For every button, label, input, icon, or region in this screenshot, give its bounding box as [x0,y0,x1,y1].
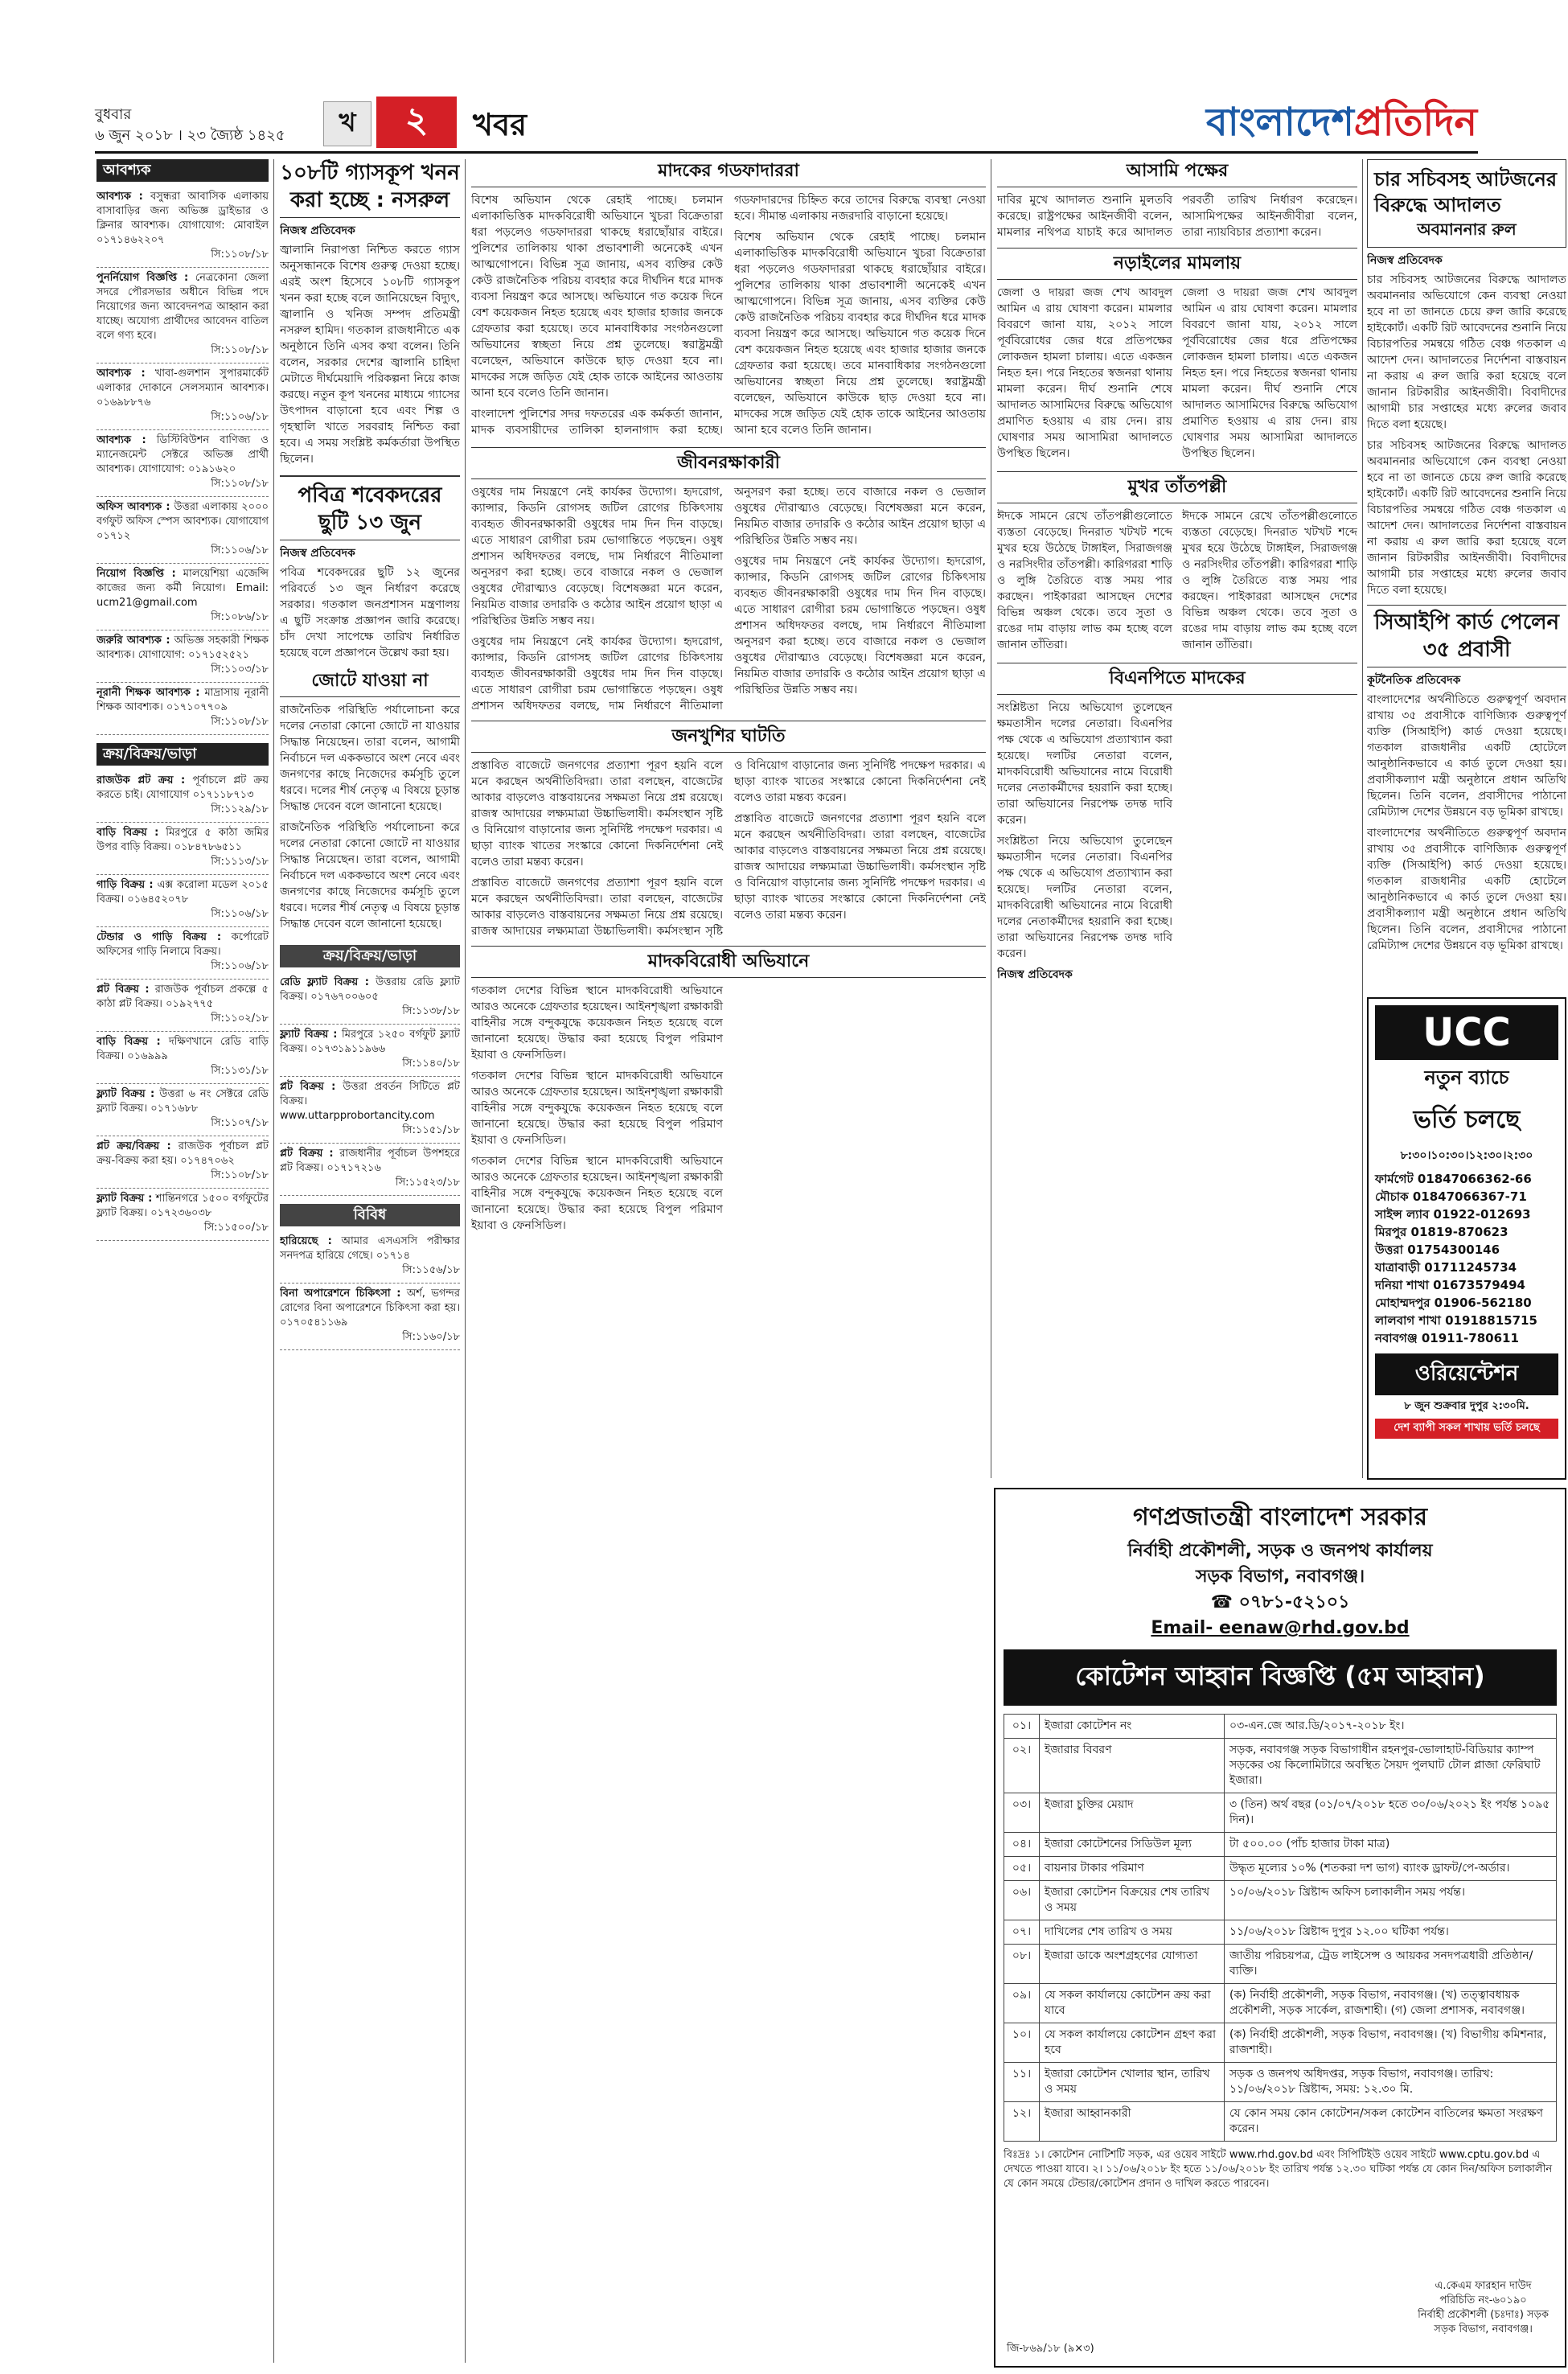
table-row [1004,1739,1557,1793]
classifieds-column [96,159,269,2363]
classified-ref: সি:১১০৩/১৮ [211,663,269,676]
story-body: জ্বালানি নিরাপত্তা নিশ্চিত করতে গ্যাস অনুসন্ধানকে বিশেষ গুরুত্ব দেওয়া হচ্ছে। এরই অংশ হিসেবে ১০৮টি গ্যাসকূপ খনন করা হচ্ছে বলে জানিয়েছেন বিদ্যুৎ, জ্বালানি ও খনিজ সম্পদ প্রতিমন্ত্রী নসরুল হামিদ। গতকাল রাজধানীতে এক অনুষ্ঠানে তিনি এসব কথা বলেন। তিনি বলেন, সরকার দেশের জ্বালানি চাহিদা মেটাতে দীর্ঘমেয়াদি পরিকল্পনা নিয়ে কাজ করছে। নতুন কূপ খননের মাধ্যমে গ্যাসের উৎপাদন বাড়ানো হবে এবং শিল্প ও গৃহস্থালি খাতে সরবরাহ নিশ্চিত করা হবে। এ সময় সংশ্লিষ্ট কর্মকর্তারা উপস্থিত ছিলেন। [280,244,460,466]
story-byline: নিজস্ব প্রতিবেদক [997,968,1073,981]
column-3 [471,159,986,2363]
table-cell: ০৩-এন.জে আর.ডি/২০১৭-২০১৮ ইং। [1225,1715,1557,1739]
section-title: খবর [473,107,527,142]
table-cell: ০৫। [1004,1857,1040,1881]
classified-heading: ক্রয়/বিক্রয়/ভাড়া [96,743,269,766]
story-body: দাবির মুখে আদালত শুনানি মুলতবি করেছে। রাষ্ট্রপক্ষের আইনজীবী বলেন, মামলার নথিপত্র যাচাই করে আদালত পরবর্তী তারিখ নির্ধারণ করেছেন। আসামিপক্ষের আইনজীবীরা বলেন, তারা ন্যায়বিচার প্রত্যাশা করেন। [997,194,1357,239]
classified-tag: প্লট বিক্রয় : [280,1148,334,1160]
classified-text: নেত্রকোনা জেলা সদরে পৌরসভার অধীনে বিভিন্ন পদে নিয়োগের জন্য আবেদনপত্র আহ্বান করা যাচ্ছে। অযোগ্য প্রার্থীদের আবেদন বাতিল বলে গণ্য হবে। [96,272,269,342]
ucc-logo: UCC [1375,1005,1558,1060]
government-tender-notice [994,1488,1566,2368]
story-headline: জনখুশির ঘাটতি [471,721,986,753]
page-number: ২ [376,97,457,148]
classified-tag: বাড়ি বিক্রয় : [96,827,159,839]
table-cell: ০৩। [1004,1793,1040,1833]
story-headline: জোটে যাওয়া না [280,669,460,697]
ucc-branch: দনিয়া শাখা 01673579494 [1375,1278,1525,1292]
classified-text: আমার এসএসসি পরীক্ষার সনদপত্র হারিয়ে গেছে। ০১৭১৪ [280,1235,460,1262]
classified-ad [96,187,269,268]
classified-ad [96,1032,269,1084]
classified-ad [96,268,269,363]
story-body: রাজনৈতিক পরিস্থিতি পর্যালোচনা করে দলের নেতারা কোনো জোটে না যাওয়ার সিদ্ধান্ত নিয়েছেন। তারা বলেন, আগামী নির্বাচনে দল এককভাবে অংশ নেবে এবং জনগণের কাছে নিজেদের কর্মসূচি তুলে ধরবে। দলের শীর্ষ নেতৃত্ব এ বিষয়ে চূড়ান্ত সিদ্ধান্ত দেবেন বলে জানানো হয়েছে। [280,821,460,930]
story-body: বিশেষ অভিযান থেকে রেহাই পাচ্ছে। চলমান এলাকাভিত্তিক মাদকবিরোধী অভিযানে খুচরা বিক্রেতারা ধরা পড়লেও গডফাদাররা থাকছে ধরাছোঁয়ার বাইরে। পুলিশের তালিকায় থাকা প্রভাবশালী অনেকেই এখন আত্মগোপনে। বিভিন্ন সূত্র জানায়, এসব ব্যক্তির কেউ কেউ রাজনৈতিক পরিচয় ব্যবহার করে দীর্ঘদিন ধরে মাদক ব্যবসা নিয়ন্ত্রণ করে আসছে। অভিযানে গত কয়েক দিনে বেশ কয়েকজন নিহত হয়েছে এবং হাজার হাজার জনকে গ্রেফতার করা হয়েছে। তবে মানবাধিকার সংগঠনগুলো অভিযানের স্বচ্ছতা নিয়ে প্রশ্ন তুলেছে। স্বরাষ্ট্রমন্ত্রী বলেছেন, অভিযানে কাউকে ছাড় দেওয়া হবে না। মাদকের সঙ্গে জড়িত যেই হোক তাকে আইনের আওতায় আনা হবে বলেও তিনি জানান। [471,194,723,400]
notice-reference: জি-৮৬৯/১৮ (৯×৩) [1007,2343,1094,2355]
story-body: ওষুধের দাম নিয়ন্ত্রণে নেই কার্যকর উদ্যোগ। হৃদরোগ, ক্যান্সার, কিডনি রোগসহ জটিল রোগের চিকিৎসায় ব্যবহৃত জীবনরক্ষাকারী ওষুধের দাম দিন দিন বাড়ছে। এতে সাধারণ রোগীরা চরম ভোগান্তিতে পড়ছেন। ওষুধ প্রশাসন অধিদফতর বলছে, দাম নির্ধারণে নীতিমালা অনুসরণ করা হচ্ছে। তবে বাজারে নকল ও ভেজাল ওষুধের দৌরাত্ম্যও বেড়েছে। বিশেষজ্ঞরা মনে করেন, নিয়মিত বাজার তদারকি ও কঠোর আইন প্রয়োগ ছাড়া এ পরিস্থিতির উন্নতি সম্ভব নয়। [734,555,986,696]
table-cell: ১১। [1004,2063,1040,2102]
classified-ref: সি:১১০৭/১৮ [211,1117,269,1129]
ucc-orientation-note: ৮ জুন শুক্রবার দুপুর ২:৩০মি. [1404,1400,1529,1412]
classified-ad [96,875,269,927]
notice-banner: কোটেশন আহ্বান বিজ্ঞপ্তি (৫ম আহ্বান) [1004,1649,1557,1706]
classified-tag: প্লট বিক্রয় : [96,984,150,996]
table-cell: ১২। [1004,2102,1040,2142]
story-headline: বিরুদ্ধে আদালত [1374,194,1501,216]
table-row [1004,1881,1557,1920]
story-body: গতকাল দেশের বিভিন্ন স্থানে মাদকবিরোধী অভিযানে আরও অনেকে গ্রেফতার হয়েছেন। আইনশৃঙ্খলা রক্ষাকারী বাহিনীর সঙ্গে বন্দুকযুদ্ধে কয়েকজন নিহত হয়েছে বলে জানানো হয়েছে। উদ্ধার করা হয়েছে বিপুল পরিমাণ ইয়াবা ও ফেনসিডিল। [471,1155,723,1232]
table-cell: ১০। [1004,2023,1040,2063]
story-body: প্রস্তাবিত বাজেটে জনগণের প্রত্যাশা পূরণ হয়নি বলে মনে করছেন অর্থনীতিবিদরা। তারা বলছেন, বাজেটের আকার বাড়লেও বাস্তবায়নের সক্ষমতা নিয়ে প্রশ্ন রয়েছে। রাজস্ব আদায়ের লক্ষ্যমাত্রা উচ্চাভিলাষী। কর্মসংস্থান সৃষ্টি ও বিনিয়োগ বাড়ানোর জন্য সুনির্দিষ্ট পদক্ষেপ দরকার। এ ছাড়া ব্যাংক খাতের সংস্কারে কোনো দিকনির্দেশনা নেই বলেও তারা মন্তব্য করেন। [471,759,986,938]
table-cell: ইজারা আহ্বানকারী [1040,2102,1225,2142]
classified-ref: সি:১১০৮/১৮ [211,1169,269,1181]
story-byline: নিজস্ব প্রতিবেদক [280,224,355,237]
classified-text: রাজউক পূর্বাচল প্লট ক্রয়-বিক্রয় করা হয়। ০১৭৪৭০৬২ [96,1140,269,1167]
table-row [1004,2102,1557,2142]
story-body: ওষুধের দাম নিয়ন্ত্রণে নেই কার্যকর উদ্যোগ। হৃদরোগ, ক্যান্সার, কিডনি রোগসহ জটিল রোগের চিকিৎসায় ব্যবহৃত জীবনরক্ষাকারী ওষুধের দাম দিন দিন বাড়ছে। এতে সাধারণ রোগীরা চরম ভোগান্তিতে পড়ছেন। ওষুধ প্রশাসন অধিদফতর বলছে, দাম নির্ধারণে নীতিমালা অনুসরণ করা হচ্ছে। তবে বাজারে নকল ও ভেজাল ওষুধের দৌরাত্ম্যও বেড়েছে। বিশেষজ্ঞরা মনে করেন, নিয়মিত বাজার তদারকি ও কঠোর আইন প্রয়োগ ছাড়া এ পরিস্থিতির উন্নতি সম্ভব নয়। [471,486,723,627]
classified-ad [96,430,269,497]
classified-heading: বিবিধ [280,1204,460,1226]
ucc-advertisement [1367,997,1566,1480]
table-cell: ০২। [1004,1739,1040,1793]
ucc-branch: মিরপুর 01819-870623 [1375,1225,1508,1239]
table-cell: ইজারা কোটেশন নং [1040,1715,1225,1739]
classified-ad [280,1284,460,1350]
classified-tag: বিনা অপারেশনে চিকিৎসা : [280,1288,401,1300]
classified-tag: নিয়োগ বিজ্ঞপ্তি : [96,568,176,580]
classified-ad [96,1189,269,1241]
classified-tag: আবশ্যক : [96,434,146,446]
column-divider [1362,159,1363,1478]
classified-ad [96,497,269,564]
classified-list [96,187,269,735]
ucc-admission: ভর্তি চলছে [1413,1106,1521,1134]
classified-tag: পুনর্নিয়োগ বিজ্ঞপ্তি : [96,272,189,284]
notice-division: সড়ক বিভাগ, নবাবগঞ্জ। [1195,1567,1365,1587]
classified-tag: টেন্ডার ও গাড়ি বিক্রয় : [96,931,222,943]
classified-tag: রাজউক প্লট ক্রয় : [96,774,186,787]
column-divider [273,159,274,2363]
classified-text: উত্তরা প্রবর্তন সিটিতে প্লট বিক্রয়। www.uttarpprobortancity.com [280,1081,460,1122]
classified-ref: সি:১১৫২৩/১৮ [395,1177,460,1189]
classified-tag: ফ্ল্যাট বিক্রয় : [280,1029,338,1041]
story-body: জেলা ও দায়রা জজ শেখ আবদুল আমিন এ রায় ঘোষণা করেন। মামলার বিবরণে জানা যায়, ২০১২ সালে পূর্ববিরোধের জের ধরে প্রতিপক্ষের লোকজন হামলা চালায়। এতে একজন নিহত হন। পরে নিহতের স্বজনরা থানায় মামলা করেন। দীর্ঘ শুনানি শেষে আদালত আসামিদের বিরুদ্ধে অভিযোগ প্রমাণিত হওয়ায় এ রায় দেন। রায় ঘোষণার সময় আসামিরা আদালতে উপস্থিত ছিলেন। [997,286,1172,460]
header-rule [95,151,1478,154]
classified-text: দক্ষিণখানে রেডি বাড়ি বিক্রয়। ০১৬৯৯৯ [96,1036,269,1062]
ucc-branch: মৌচাক 01847066367-71 [1375,1189,1527,1204]
table-row [1004,1984,1557,2023]
table-cell: ০১। [1004,1715,1040,1739]
table-cell: যে সকল কার্যালয়ে কোটেশন ক্রয় করা যাবে [1040,1984,1225,2023]
ucc-branch: যাত্রাবাড়ী 01711245734 [1375,1260,1517,1275]
classified-heading: আবশ্যক [96,159,269,182]
notice-footnote: বিঃদ্রঃ ১। কোটেশন নোটিশটি সড়ক, এর ওয়েব সাইটে www.rhd.gov.bd এবং সিপিটিইউ ওয়েব সাইটে www.cptu.gov.bd এ দেখতে পাওয়া যাবে। ২। ১১/০৬/২০১৮ ইং হতে ১১/০৬/২০১৮ ইং তারিখ পর্যন্ত ১২.৩০ ঘটিকা পর্যন্ত যে কোন দিন/অফিস চলাকালীন যে কোন সময়ে টেন্ডার/কোটেশন প্রদান ও দাখিল করতে পারবেন। [1004,2149,1553,2190]
classified-text: কর্পোরেট অফিসের গাড়ি নিলামে বিক্রয়। [96,931,269,958]
classified-text: শান্তিনগরে ১৫০০ বর্গফুটের ফ্ল্যাট বিক্রয়। ০১৭২৩৬০৩৮ [96,1193,269,1219]
column-2 [280,159,460,2363]
story-byline: কূটনৈতিক প্রতিবেদক [1367,674,1461,687]
classified-text: এক্স করোলা মডেল ২০১৫ বিক্রয়। ০১৬৪৫২০৭৮ [96,879,269,906]
table-cell: সড়ক ও জনপথ অধিদপ্তর, সড়ক বিভাগ, নবাবগঞ্জ। তারিখ: ১১/০৬/২০১৮ খ্রিষ্টাব্দ, সময়: ১২.৩০ মি. [1225,2063,1557,2102]
classified-text: অর্শ, ভগন্দর রোগের বিনা অপারেশনে চিকিৎসা করা হয়। ০১৭০৫৪১১৬৯ [280,1288,460,1329]
notice-phone: ☎ ০৭৮১-৫২১০১ [1210,1592,1350,1612]
column-divider [465,159,466,2363]
classified-tag: আবশ্যক : [96,368,146,380]
classified-ref: সি:১১৫০০/১৮ [203,1222,269,1234]
classified-ad [280,972,460,1025]
table-cell: ইজারা ডাকে অংশগ্রহণের যোগ্যতা [1040,1945,1225,1984]
classified-text: বসুন্ধরা আবাসিক এলাকায় বাসাবাড়ির জন্য অভিজ্ঞ ড্রাইভার ও ক্লিনার আবশ্যক। যোগাযোগ: মোবাইল ০১৭১৪৬২২০৭ [96,191,269,246]
table-row [1004,1945,1557,1984]
ucc-branch: নবাবগঞ্জ 01911-780611 [1375,1331,1519,1345]
classified-ad [280,1144,460,1196]
classified-ad [96,927,269,980]
ucc-branch: ফার্মগেট 01847066362-66 [1375,1172,1532,1186]
table-cell: টা ৫০০.০০ (পাঁচ হাজার টাকা মাত্র) [1225,1833,1557,1857]
notice-department: নির্বাহী প্রকৌশলী, সড়ক ও জনপথ কার্যালয় [1127,1541,1433,1561]
table-cell: ০৯। [1004,1984,1040,2023]
classified-tag: গাড়ি বিক্রয় : [96,879,154,891]
story-body: গতকাল দেশের বিভিন্ন স্থানে মাদকবিরোধী অভিযানে আরও অনেকে গ্রেফতার হয়েছেন। আইনশৃঙ্খলা রক্ষাকারী বাহিনীর সঙ্গে বন্দুকযুদ্ধে কয়েকজন নিহত হয়েছে বলে জানানো হয়েছে। উদ্ধার করা হয়েছে বিপুল পরিমাণ ইয়াবা ও ফেনসিডিল। [471,984,723,1062]
ucc-branch: লালবাগ শাখা 01918815715 [1375,1313,1537,1328]
classified-tag: বাড়ি বিক্রয় : [96,1036,161,1048]
classified-tag: ফ্ল্যাট বিক্রয় : [96,1088,155,1100]
table-cell: ইজারা কোটেশনের সিডিউল মূল্য [1040,1833,1225,1857]
notice-title: গণপ্রজাতন্ত্রী বাংলাদেশ সরকার [1133,1503,1427,1531]
story-headline: জীবনরক্ষাকারী [471,447,986,479]
table-cell: ইজারার বিবরণ [1040,1739,1225,1793]
classified-ad [280,1025,460,1077]
story-headline: ১০৮টি গ্যাসকূপ খনন করা হচ্ছে : নসরুল [280,159,460,218]
classified-text: মালয়েশিয়া এজেন্সি কাজের জন্য কর্মী নিয়োগ। Email: ucm21@gmail.com [96,568,269,609]
classified-ref: সি:১১৩১/১৮ [211,1065,269,1077]
table-cell: (ক) নির্বাহী প্রকৌশলী, সড়ক বিভাগ, নবাবগঞ্জ। (খ) তত্ত্বাবধায়ক প্রকৌশলী, সড়ক সার্কেল, রাজশাহী। (গ) জেলা প্রশাসক, নবাবগঞ্জ। [1225,1984,1557,2023]
issue-date: বুধবার ৬ জুন ২০১৮ । ২৩ জ্যৈষ্ঠ ১৪২৫ [95,106,285,144]
ucc-branch: উত্তরা 01754300146 [1375,1242,1500,1257]
classified-ref: সি:১১৬০/১৮ [402,1331,460,1343]
story-body: সংশ্লিষ্টতা নিয়ে অভিযোগ তুলেছেন ক্ষমতাসীন দলের নেতারা। বিএনপির পক্ষ থেকে এ অভিযোগ প্রত্যাখ্যান করা হয়েছে। দলটির নেতারা বলেন, মাদকবিরোধী অভিযানের নামে বিরোধী দলের নেতাকর্মীদের হয়রানি করা হচ্ছে। তারা অভিযানের নিরপেক্ষ তদন্ত দাবি করেন। [997,835,1172,960]
classified-ad [96,683,269,735]
table-cell: জাতীয় পরিচয়পত্র, ট্রেড লাইসেন্স ও আয়কর সনদপত্রধারী প্রতিষ্ঠান/ব্যক্তি। [1225,1945,1557,1984]
classified-text: রাজধানীর পূর্বাচল উপশহরে প্লট বিক্রয়। ০১৭১৭২১৬ [280,1148,460,1174]
story-headline: মাদকবিরোধী অভিযানে [471,946,986,978]
classified-ref: সি:১১০৮/১৮ [211,248,269,261]
classified-tag: অফিস আবশ্যক : [96,501,170,513]
classified-ad [280,1231,460,1284]
classified-text: রাজউক পূর্বাচল প্রকল্পে ৫ কাঠা প্লট বিক্রয়। ০১৯২৭৭৫ [96,984,269,1010]
classified-tag: জরুরি আবশ্যক : [96,635,170,647]
story-headline: আসামি পক্ষের [997,159,1357,187]
classified-ref: সি:১১০৮/১৮ [211,716,269,728]
table-cell: ১০/০৬/২০১৮ খ্রিষ্টাব্দ অফিস চলাকালীন সময় পর্যন্ত। [1225,1881,1557,1920]
classified-text: ডিস্টিবিউশন বাণিজ্য ও ম্যানেজমেন্ট সেক্টরে অভিজ্ঞ প্রার্থী আবশ্যক। যোগাযোগ: ০১৯১৬২০ [96,434,269,475]
classified-ref: সি:১১০৮/১৮ [211,478,269,490]
classified-ref: সি:১১১৩/১৮ [211,856,269,868]
classified-ref: সি:১১০৬/১৮ [211,411,269,423]
ucc-branch: মোহাম্মদপুর 01906-562180 [1375,1296,1532,1310]
notice-email[interactable]: Email- eenaw@rhd.gov.bd [1151,1618,1410,1638]
story-headline: বিএনপিতে মাদকের [997,663,1357,695]
classified-text: খাবা-গুলশান সুপারমার্কেট এলাকার দোকানে সেলসম্যান আবশ্যক। ০১৬৯৮৮৭৬ [96,368,269,409]
story-body: গতকাল দেশের বিভিন্ন স্থানে মাদকবিরোধী অভিযানে আরও অনেকে গ্রেফতার হয়েছেন। আইনশৃঙ্খলা রক্ষাকারী বাহিনীর সঙ্গে বন্দুকযুদ্ধে কয়েকজন নিহত হয়েছে বলে জানানো হয়েছে। উদ্ধার করা হয়েছে বিপুল পরিমাণ ইয়াবা ও ফেনসিডিল। [471,1070,723,1147]
classified-heading: ক্রয়/বিক্রয়/ভাড়া [280,945,460,967]
table-cell: ০৭। [1004,1920,1040,1945]
story-headline: সিআইপি কার্ড পেলেন ৩৫ প্রবাসী [1367,605,1566,667]
table-row [1004,2023,1557,2063]
classified-ref: সি:১১২৯/১৮ [211,803,269,815]
story-body: বাংলাদেশের অর্থনীতিতে গুরুত্বপূর্ণ অবদান রাখায় ৩৫ প্রবাসীকে বাণিজ্যিক গুরুত্বপূর্ণ ব্যক্তি (সিআইপি) কার্ড দেওয়া হয়েছে। গতকাল রাজধানীর একটি হোটেলে আনুষ্ঠানিকভাবে এ কার্ড তুলে দেওয়া হয়। প্রবাসীকল্যাণ মন্ত্রী অনুষ্ঠানে প্রধান অতিথি ছিলেন। তিনি বলেন, প্রবাসীদের পাঠানো রেমিট্যান্স দেশের উন্নয়নে বড় ভূমিকা রাখছে। [1367,827,1566,952]
table-cell: ৩ (তিন) অর্থ বছর (০১/০৭/২০১৮ হতে ৩০/০৬/২০২১ ইং পর্যন্ত ১০৯৫ দিন)। [1225,1793,1557,1833]
table-cell: ০৪। [1004,1833,1040,1857]
story-body: ঈদকে সামনে রেখে তাঁতপল্লীগুলোতে ব্যস্ততা বেড়েছে। দিনরাত খটখট শব্দে মুখর হয়ে উঠেছে টাঙ্গাইল, সিরাজগঞ্জ ও নরসিংদীর তাঁতপল্লী। কারিগররা শাড়ি ও লুঙ্গি তৈরিতে ব্যস্ত সময় পার করছেন। পাইকাররা আসছেন দেশের বিভিন্ন অঞ্চল থেকে। তবে সুতা ও রঙের দাম বাড়ায় লাভ কম হচ্ছে বলে জানান তাঁতিরা। [997,510,1172,651]
story-body: ঈদকে সামনে রেখে তাঁতপল্লীগুলোতে ব্যস্ততা বেড়েছে। দিনরাত খটখট শব্দে মুখর হয়ে উঠেছে টাঙ্গাইল, সিরাজগঞ্জ ও নরসিংদীর তাঁতপল্লী। কারিগররা শাড়ি ও লুঙ্গি তৈরিতে ব্যস্ত সময় পার করছেন। পাইকাররা আসছেন দেশের বিভিন্ন অঞ্চল থেকে। তবে সুতা ও রঙের দাম বাড়ায় লাভ কম হচ্ছে বলে জানান তাঁতিরা। [1182,510,1357,651]
table-cell: ইজারা কোটেশন বিক্রয়ের শেষ তারিখ ও সময় [1040,1881,1225,1920]
classified-ref: সি:১১৫১/১৮ [402,1124,460,1136]
classified-text: মিরপুরে ৫ কাঠা জমির উপর বাড়ি বিক্রয়। ০১৮৪৭৮৬৫১১ [96,827,269,853]
classified-ref: সি:১০৮৬/১৮ [211,611,269,623]
classified-text: পূর্বাচলে প্লট ক্রয় করতে চাই। যোগাযোগ ০১৭১১৮৭১৩ [96,774,269,801]
boxed-story [1367,159,1566,248]
table-cell: বায়নার টাকার পরিমাণ [1040,1857,1225,1881]
story-body: জেলা ও দায়রা জজ শেখ আবদুল আমিন এ রায় ঘোষণা করেন। মামলার বিবরণে জানা যায়, ২০১২ সালে পূর্ববিরোধের জের ধরে প্রতিপক্ষের লোকজন হামলা চালায়। এতে একজন নিহত হন। পরে নিহতের স্বজনরা থানায় মামলা করেন। দীর্ঘ শুনানি শেষে আদালত আসামিদের বিরুদ্ধে অভিযোগ প্রমাণিত হওয়ায় এ রায় দেন। রায় ঘোষণার সময় আসামিরা আদালতে উপস্থিত ছিলেন। [1182,286,1357,460]
table-cell: যে কোন সময় কোন কোটেশন/সকল কোটেশন বাতিলের ক্ষমতা সংরক্ষণ করেন। [1225,2102,1557,2142]
table-row [1004,1833,1557,1857]
classified-list [280,972,460,1196]
table-cell: (ক) নির্বাহী প্রকৌশলী, সড়ক বিভাগ, নবাবগঞ্জ। (খ) বিভাগীয় কমিশনার, রাজশাহী। [1225,2023,1557,2063]
section-logo: খ [323,101,371,146]
classified-text: উত্তরায় রেডি ফ্ল্যাট বিক্রয়। ০১৭৬৭০০৬০৫ [280,976,460,1003]
story-body: ওষুধের দাম নিয়ন্ত্রণে নেই কার্যকর উদ্যোগ। হৃদরোগ, ক্যান্সার, কিডনি রোগসহ জটিল রোগের চিকিৎসায় ব্যবহৃত জীবনরক্ষাকারী ওষুধের দাম দিন দিন বাড়ছে। এতে সাধারণ রোগীরা চরম ভোগান্তিতে পড়ছেন। ওষুধ প্রশাসন অধিদফতর বলছে, দাম নির্ধারণে নীতিমালা অনুসরণ করা হচ্ছে। তবে বাজারে নকল ও ভেজাল ওষুধের দৌরাত্ম্যও বেড়েছে। বিশেষজ্ঞরা মনে করেন, নিয়মিত বাজার তদারকি ও কঠোর আইন প্রয়োগ ছাড়া এ পরিস্থিতির উন্নতি সম্ভব নয়। [471,486,986,713]
classified-ad [96,980,269,1032]
page-header [0,0,1568,150]
classified-text: অভিজ্ঞ সহকারী শিক্ষক আবশ্যক। যোগাযোগ: ০১৭১৫২৫২১ [96,635,269,661]
classified-tag: নূরানী শিক্ষক আবশ্যক : [96,687,200,699]
classified-ad [96,564,269,630]
table-row [1004,1857,1557,1881]
classified-ad [96,823,269,875]
classified-ref: সি:১১৩৮/১৮ [402,1005,460,1017]
story-headline: পবিত্র শবেকদরের ছুটি ১৩ জুন [280,475,460,540]
classified-list [96,770,269,1241]
story-headline: নড়াইলের মামলায় [997,248,1357,280]
notice-signature: এ.কেএম ফারহান দাউদ পরিচিতি নং-৬০১৯০ নির্বাহী প্রকৌশলী (চঃদাঃ) সড়ক সড়ক বিভাগ, নবাবগঞ্জ। [1418,2280,1549,2335]
story-body: চার সচিবসহ আটজনের বিরুদ্ধে আদালত অবমাননার অভিযোগে কেন ব্যবস্থা নেওয়া হবে না তা জানতে চেয়ে রুল জারি করেছে হাইকোর্ট। একটি রিট আবেদনের শুনানি নিয়ে বিচারপতির সমন্বয়ে গঠিত বেঞ্চ গতকাল এ আদেশ দেন। আদালতের নির্দেশনা বাস্তবায়ন না করায় এ রুল জারি করা হয়েছে বলে জানান রিটকারীর আইনজীবী। বিবাদীদের আগামী চার সপ্তাহের মধ্যে রুলের জবাব দিতে বলা হয়েছে। [1367,439,1566,597]
column-5 [1367,159,1566,992]
story-body: সংশ্লিষ্টতা নিয়ে অভিযোগ তুলেছেন ক্ষমতাসীন দলের নেতারা। বিএনপির পক্ষ থেকে এ অভিযোগ প্রত্যাখ্যান করা হয়েছে। দলটির নেতারা বলেন, মাদকবিরোধী অভিযানের নামে বিরোধী দলের নেতাকর্মীদের হয়রানি করা হচ্ছে। তারা অভিযানের নিরপেক্ষ তদন্ত দাবি করেন। [997,701,1172,827]
classified-tag: আবশ্যক : [96,191,143,203]
classified-tag: ফ্ল্যাট বিক্রয় : [96,1193,153,1205]
ucc-branch-list [1375,1170,1558,1347]
table-cell: উদ্ধৃত মূল্যের ১০% (শতকরা দশ ভাগ) ব্যাংক ড্রাফট/পে-অর্ডার। [1225,1857,1557,1881]
table-cell: সড়ক, নবাবগঞ্জ সড়ক বিভাগাধীন রহনপুর-ভোলাহাট-বিডিয়ার ক্যাম্প সড়কের ৩য় কিলোমিটারে অবস্থিত সৈয়দ পুলঘাট টোল প্লাজা ফেরিঘাট ইজারা। [1225,1739,1557,1793]
classified-ref: সি:১১৫৬/১৮ [402,1264,460,1276]
classified-text: উত্তরা এলাকায় ২০০০ বর্গফুট অফিস স্পেস আবশ্যক। যোগাযোগ ০১৭১২ [96,501,269,542]
classified-text: মিরপুরে ১২৫০ বর্গফুট ফ্ল্যাট বিক্রয়। ০১৭৩১৯১১৯৬৬ [280,1029,460,1055]
tender-table [1004,1714,1557,2142]
classified-list [280,1231,460,1350]
table-cell: ইজারা কোটেশন খোলার স্থান, তারিখ ও সময় [1040,2063,1225,2102]
newspaper-logo: বাংলাদেশপ্রতিদিন [1206,100,1478,145]
classified-ad [280,1077,460,1144]
table-row [1004,2063,1557,2102]
story-byline: নিজস্ব প্রতিবেদক [1367,254,1443,267]
story-body: প্রস্তাবিত বাজেটে জনগণের প্রত্যাশা পূরণ হয়নি বলে মনে করছেন অর্থনীতিবিদরা। তারা বলছেন, বাজেটের আকার বাড়লেও বাস্তবায়নের সক্ষমতা নিয়ে প্রশ্ন রয়েছে। রাজস্ব আদায়ের লক্ষ্যমাত্রা উচ্চাভিলাষী। কর্মসংস্থান সৃষ্টি ও বিনিয়োগ বাড়ানোর জন্য সুনির্দিষ্ট পদক্ষেপ দরকার। এ ছাড়া ব্যাংক খাতের সংস্কারে কোনো দিকনির্দেশনা নেই বলেও তারা মন্তব্য করেন। [734,812,986,922]
classified-ad [96,630,269,683]
classified-ad [96,770,269,823]
classified-ref: সি:১১০৬/১৮ [211,908,269,920]
classified-ad [96,1084,269,1136]
ucc-footer: দেশ ব্যাপী সকল শাখায় ভর্তি চলছে [1375,1419,1558,1439]
table-cell: ইজারা চুক্তির মেয়াদ [1040,1793,1225,1833]
classified-tag: প্লট বিক্রয় : [280,1081,336,1093]
story-body: বিশেষ অভিযান থেকে রেহাই পাচ্ছে। চলমান এলাকাভিত্তিক মাদকবিরোধী অভিযানে খুচরা বিক্রেতারা ধরা পড়লেও গডফাদাররা থাকছে ধরাছোঁয়ার বাইরে। পুলিশের তালিকায় থাকা প্রভাবশালী অনেকেই এখন আত্মগোপনে। বিভিন্ন সূত্র জানায়, এসব ব্যক্তির কেউ কেউ রাজনৈতিক পরিচয় ব্যবহার করে দীর্ঘদিন ধরে মাদক ব্যবসা নিয়ন্ত্রণ করে আসছে। অভিযানে গত কয়েক দিনে বেশ কয়েকজন নিহত হয়েছে এবং হাজার হাজার জনকে গ্রেফতার করা হয়েছে। তবে মানবাধিকার সংগঠনগুলো অভিযানের স্বচ্ছতা নিয়ে প্রশ্ন তুলেছে। স্বরাষ্ট্রমন্ত্রী বলেছেন, অভিযানে কাউকে ছাড় দেওয়া হবে না। মাদকের সঙ্গে জড়িত যেই হোক তাকে আইনের আওতায় আনা হবে বলেও তিনি জানান। [734,231,986,437]
story-body: রাজনৈতিক পরিস্থিতি পর্যালোচনা করে দলের নেতারা কোনো জোটে না যাওয়ার সিদ্ধান্ত নিয়েছেন। তারা বলেন, আগামী নির্বাচনে দল এককভাবে অংশ নেবে এবং জনগণের কাছে নিজেদের কর্মসূচি তুলে ধরবে। দলের শীর্ষ নেতৃত্ব এ বিষয়ে চূড়ান্ত সিদ্ধান্ত দেবেন বলে জানানো হয়েছে। [280,704,460,813]
classified-ref: সি:১১০৬/১৮ [211,960,269,972]
classified-ref: সি:১১৪০/১৮ [402,1058,460,1070]
table-cell: ০৬। [1004,1881,1040,1920]
story-headline: চার সচিবসহ আটজনের [1374,168,1558,191]
story-body: বাংলাদেশের অর্থনীতিতে গুরুত্বপূর্ণ অবদান রাখায় ৩৫ প্রবাসীকে বাণিজ্যিক গুরুত্বপূর্ণ ব্যক্তি (সিআইপি) কার্ড দেওয়া হয়েছে। গতকাল রাজধানীর একটি হোটেলে আনুষ্ঠানিকভাবে এ কার্ড তুলে দেওয়া হয়। প্রবাসীকল্যাণ মন্ত্রী অনুষ্ঠানে প্রধান অতিথি ছিলেন। তিনি বলেন, প্রবাসীদের পাঠানো রেমিট্যান্স দেশের উন্নয়নে বড় ভূমিকা রাখছে। [1367,693,1566,819]
classified-text: মাদ্রাসায় নূরানী শিক্ষক আবশ্যক। ০১৭১০৭৭০৯ [96,687,269,713]
story-headline: মাদকের গডফাদাররা [471,159,986,187]
story-subheadline: অবমাননার রুল [1417,220,1517,239]
table-cell: দাখিলের শেষ তারিখ ও সময় [1040,1920,1225,1945]
classified-tag: হারিয়েছে : [280,1235,332,1247]
story-body: প্রস্তাবিত বাজেটে জনগণের প্রত্যাশা পূরণ হয়নি বলে মনে করছেন অর্থনীতিবিদরা। তারা বলছেন, বাজেটের আকার বাড়লেও বাস্তবায়নের সক্ষমতা নিয়ে প্রশ্ন রয়েছে। রাজস্ব আদায়ের লক্ষ্যমাত্রা উচ্চাভিলাষী। কর্মসংস্থান সৃষ্টি ও বিনিয়োগ বাড়ানোর জন্য সুনির্দিষ্ট পদক্ষেপ দরকার। এ ছাড়া ব্যাংক খাতের সংস্কারে কোনো দিকনির্দেশনা নেই বলেও তারা মন্তব্য করেন। [471,759,723,869]
story-byline: নিজস্ব প্রতিবেদক [280,547,355,560]
ucc-subtitle: নতুন ব্যাচে [1424,1066,1509,1089]
table-row [1004,1793,1557,1833]
classified-ref: সি:১১০২/১৮ [211,1012,269,1025]
story-body: পবিত্র শবেকদরের ছুটি ১২ জুনের পরিবর্তে ১৩ জুন নির্ধারণ করেছে সরকার। গতকাল জনপ্রশাসন মন্ত্রণালয় এ ছুটি সংক্রান্ত প্রজ্ঞাপন জারি করেছে। চাঁদ দেখা সাপেক্ষে তারিখ নির্ধারিত হয়েছে বলে প্রজ্ঞাপনে উল্লেখ করা হয়। [280,566,460,659]
ucc-times: ৮:৩০।১০:৩০।১২:৩০।২:৩০ [1400,1149,1533,1162]
story-body: বাংলাদেশ পুলিশের সদর দফতরের এক কর্মকর্তা জানান, মাদক ব্যবসায়ীদের তালিকা হালনাগাদ করা হচ্ছে। গডফাদারদের চিহ্নিত করে তাদের বিরুদ্ধে ব্যবস্থা নেওয়া হবে। সীমান্ত এলাকায় নজরদারি বাড়ানো হয়েছে। [471,194,986,437]
classified-text: উত্তরা ৬ নং সেক্টরে রেডি ফ্ল্যাট বিক্রয়। ০১৭১৬৮৮ [96,1088,269,1115]
table-cell: যে সকল কার্যালয়ে কোটেশন গ্রহণ করা হবে [1040,2023,1225,2063]
table-row [1004,1715,1557,1739]
table-row [1004,1920,1557,1945]
ucc-branch: সাইন্স ল্যাব 01922-012693 [1375,1207,1531,1222]
table-cell: ১১/০৬/২০১৮ খ্রিষ্টাব্দ দুপুর ১২.০০ ঘটিকা পর্যন্ত। [1225,1920,1557,1945]
classified-ad [96,363,269,430]
classified-tag: প্লট ক্রয়/বিক্রয় : [96,1140,171,1152]
story-headline: মুখর তাঁতপল্লী [997,471,1357,503]
ucc-orientation: ওরিয়েন্টেশন [1375,1353,1558,1395]
classified-ref: সি:১১০৬/১৮ [211,544,269,557]
classified-ref: সি:১১০৮/১৮ [211,344,269,356]
classified-ad [96,1136,269,1189]
table-cell: ০৮। [1004,1945,1040,1984]
classified-tag: রেডি ফ্ল্যাট বিক্রয় : [280,976,369,988]
column-4 [997,159,1357,1478]
story-body: চার সচিবসহ আটজনের বিরুদ্ধে আদালত অবমাননার অভিযোগে কেন ব্যবস্থা নেওয়া হবে না তা জানতে চেয়ে রুল জারি করেছে হাইকোর্ট। একটি রিট আবেদনের শুনানি নিয়ে বিচারপতির সমন্বয়ে গঠিত বেঞ্চ গতকাল এ আদেশ দেন। আদালতের নির্দেশনা বাস্তবায়ন না করায় এ রুল জারি করা হয়েছে বলে জানান রিটকারীর আইনজীবী। বিবাদীদের আগামী চার সপ্তাহের মধ্যে রুলের জবাব দিতে বলা হয়েছে। [1367,273,1566,431]
